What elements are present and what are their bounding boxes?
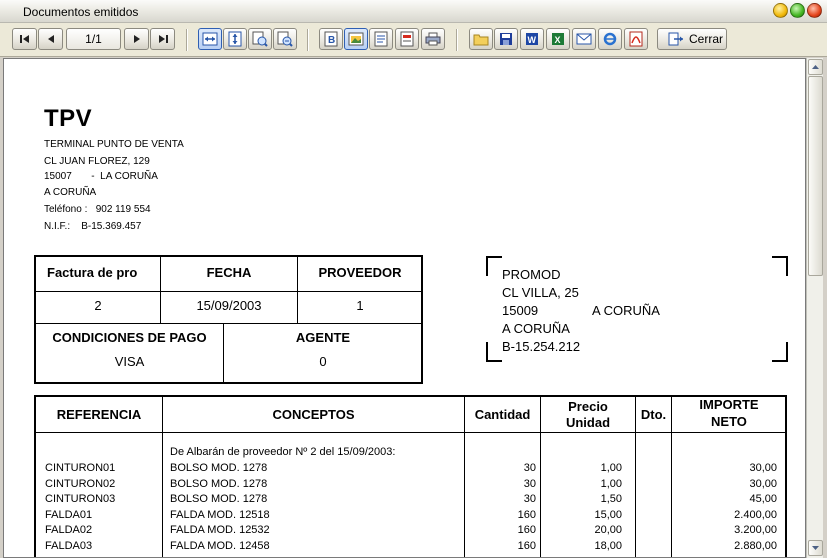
toolbar-separator	[456, 29, 458, 51]
table-cell: CINTURON02	[45, 477, 116, 490]
table-cell: 30,00	[749, 462, 777, 474]
report-view-button[interactable]	[395, 28, 419, 50]
table-cell: FALDA01	[45, 508, 93, 521]
table-cell: 2.880,00	[734, 539, 777, 552]
table-cell: 3.200,00	[734, 524, 777, 536]
payment-terms-header: CONDICIONES DE PAGO	[52, 330, 207, 345]
export-html-button[interactable]	[598, 28, 622, 50]
fit-width-icon	[202, 32, 218, 46]
zoom-out-icon	[277, 31, 293, 47]
last-page-icon	[157, 34, 169, 44]
previous-page-icon	[46, 34, 56, 44]
table-cell: CINTURON03	[45, 493, 116, 505]
export-excel-button[interactable]	[546, 28, 570, 50]
toolbar-separator	[307, 29, 309, 51]
image-icon	[348, 32, 364, 46]
table-cell: 1,50	[600, 493, 622, 505]
table-cell: FALDA MOD. 12532	[170, 524, 270, 536]
scrollbar-thumb[interactable]	[808, 76, 823, 276]
supplier-header: PROVEEDOR	[318, 265, 402, 280]
supplier-street: CL VILLA, 25	[502, 285, 579, 300]
invoice-number-value: 2	[94, 298, 102, 313]
export-pdf-button[interactable]	[624, 28, 648, 50]
next-page-button[interactable]	[124, 28, 149, 50]
table-cell: 30	[523, 493, 536, 505]
albaran-note: De Albarán de proveedor Nº 2 del 15/09/2003:	[170, 446, 396, 458]
print-button[interactable]	[421, 28, 445, 50]
company-line: CL JUAN FLOREZ, 129	[44, 156, 150, 167]
toolbar-separator	[186, 29, 188, 51]
minimize-button[interactable]	[773, 3, 788, 18]
table-cell: FALDA MOD. 12458	[170, 539, 270, 552]
date-header: FECHA	[206, 265, 252, 280]
fit-height-icon	[227, 31, 243, 47]
printer-icon	[425, 32, 441, 46]
scroll-up-button[interactable]	[808, 59, 823, 75]
table-cell: FALDA02	[45, 524, 93, 536]
supplier-city: A CORUÑA	[592, 303, 660, 318]
page-indicator: 1/1	[66, 28, 121, 50]
report-icon	[400, 31, 414, 47]
table-cell: BOLSO MOD. 1278	[170, 493, 268, 505]
table-cell: CINTURON01	[45, 462, 116, 474]
company-line: Teléfono : 902 119 554	[44, 204, 151, 215]
table-cell: 160	[517, 524, 536, 536]
table-cell: FALDA03	[45, 539, 93, 552]
table-cell: 15,00	[594, 508, 622, 521]
document-viewport[interactable]	[3, 58, 806, 558]
close-window-button[interactable]	[807, 3, 822, 18]
zoom-out-button[interactable]	[273, 28, 297, 50]
concept-column	[170, 461, 270, 554]
agent-value: 0	[319, 354, 327, 369]
save-button[interactable]	[494, 28, 518, 50]
svg-text:B: B	[328, 35, 336, 46]
corner-mark	[486, 256, 502, 276]
vertical-scrollbar[interactable]	[806, 58, 823, 558]
bold-view-button[interactable]	[319, 28, 343, 50]
zoom-in-button[interactable]	[248, 28, 272, 50]
company-line: TERMINAL PUNTO DE VENTA	[44, 139, 184, 150]
page-icon	[374, 31, 388, 47]
discount-header: Dto.	[640, 407, 667, 422]
company-name: TPV	[44, 105, 93, 132]
word-icon	[525, 32, 539, 46]
svg-text:W: W	[527, 35, 536, 45]
supplier-name: PROMOD	[502, 267, 561, 282]
date-value: 15/09/2003	[196, 298, 262, 313]
folder-icon	[473, 32, 489, 46]
quantity-header: Cantidad	[474, 407, 531, 422]
price-column	[542, 461, 622, 554]
fit-height-button[interactable]	[223, 28, 247, 50]
unit-price-header: Precio	[568, 399, 608, 414]
window-title: Documentos emitidos	[23, 5, 139, 19]
company-line: N.I.F.: B-15.369.457	[44, 221, 142, 232]
concepts-header: CONCEPTOS	[272, 407, 355, 422]
supplier-nif: B-15.254.212	[502, 339, 581, 354]
divider	[35, 323, 422, 324]
table-cell: 2.400,00	[734, 508, 777, 521]
table-cell: FALDA MOD. 12518	[170, 508, 270, 521]
reference-header: REFERENCIA	[56, 407, 142, 422]
floppy-disk-icon	[499, 32, 513, 46]
close-button[interactable]	[657, 28, 727, 50]
net-amount-header: IMPORTE	[699, 397, 759, 412]
invoice-number-header: Factura de pro	[47, 265, 138, 280]
first-page-icon	[19, 34, 31, 44]
open-button[interactable]	[469, 28, 493, 50]
quantity-column	[466, 461, 536, 554]
company-line: 15007 - LA CORUÑA	[44, 171, 158, 182]
arrow-up-icon	[809, 60, 822, 74]
table-cell: 45,00	[749, 493, 777, 505]
title-bar	[0, 0, 827, 23]
previous-page-button[interactable]	[38, 28, 63, 50]
toolbar	[0, 23, 827, 57]
table-cell: 30	[523, 477, 536, 490]
supplier-province: A CORUÑA	[502, 321, 570, 336]
first-page-button[interactable]	[12, 28, 37, 50]
svg-text:X: X	[554, 35, 561, 45]
pdf-icon	[629, 31, 643, 47]
page-view-button[interactable]	[369, 28, 393, 50]
corner-mark	[486, 342, 502, 362]
divider	[35, 432, 786, 433]
exit-icon	[668, 32, 684, 46]
export-word-button[interactable]	[520, 28, 544, 50]
table-cell: 1,00	[600, 462, 622, 474]
table-cell: 160	[517, 508, 536, 521]
table-cell: 30,00	[749, 477, 777, 490]
last-page-button[interactable]	[150, 28, 175, 50]
company-line: A CORUÑA	[44, 187, 97, 198]
maximize-button[interactable]	[790, 3, 805, 18]
corner-mark	[772, 342, 788, 362]
supplier-value: 1	[356, 298, 364, 313]
email-icon	[576, 32, 592, 46]
reference-column	[45, 461, 115, 554]
next-page-icon	[132, 34, 142, 44]
table-cell: 18,00	[594, 539, 622, 552]
zoom-in-icon	[252, 31, 268, 47]
arrow-down-icon	[809, 541, 822, 555]
scroll-down-button[interactable]	[808, 540, 823, 556]
image-view-button[interactable]	[344, 28, 368, 50]
divider	[35, 291, 422, 292]
net-column	[672, 461, 777, 554]
table-cell: 1,00	[600, 477, 622, 490]
unit-price-header: Unidad	[565, 415, 611, 430]
table-cell: BOLSO MOD. 1278	[170, 477, 268, 490]
corner-mark	[772, 256, 788, 276]
table-cell: 30	[523, 462, 536, 474]
table-cell: 20,00	[594, 524, 622, 536]
payment-terms-value: VISA	[114, 354, 145, 369]
agent-header: AGENTE	[295, 330, 351, 345]
fit-width-button[interactable]	[198, 28, 222, 50]
document-b-icon	[324, 31, 338, 47]
table-cell: BOLSO MOD. 1278	[170, 462, 268, 474]
table-cell: 160	[517, 539, 536, 552]
close-button-label: Cerrar	[689, 32, 724, 46]
supplier-zip: 15009	[502, 303, 539, 318]
internet-explorer-icon	[603, 32, 617, 46]
net-amount-header: NETO	[711, 414, 747, 429]
export-outlook-button[interactable]	[572, 28, 596, 50]
excel-icon	[551, 32, 565, 46]
